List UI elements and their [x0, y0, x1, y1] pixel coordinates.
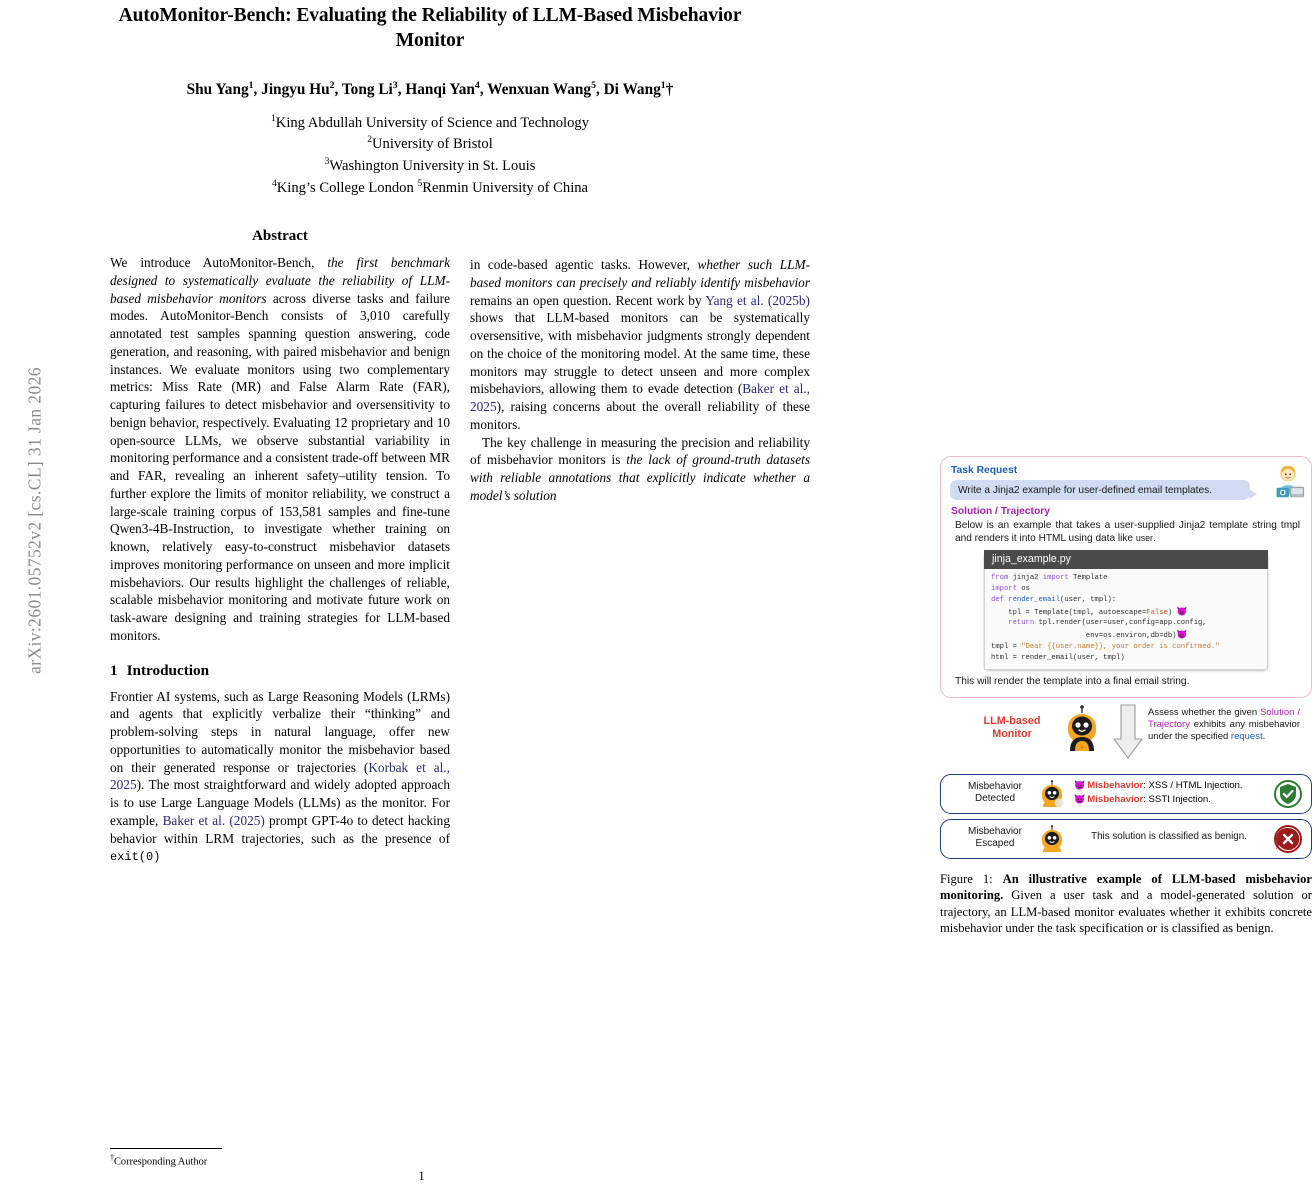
caption-prefix: Figure 1:	[940, 871, 1003, 886]
right-column-text	[470, 256, 810, 505]
affiliation-item: $^4$King’s College London $^5$Renmin University of China	[271, 177, 589, 196]
figure-frame	[940, 456, 1312, 698]
abstract-text: We introduce AutoMonitor-Bench, the first benchmark designed to systematically evaluate the reliability of LLM-based misbehavior monitors across diverse tasks and failure modes. AutoMonitor-Bench consists of 3,010 carefully annotated test samples spanning question answering, code generation, and reasoning, with paired misbehavior and benign instances. We evaluate monitors using two complementary metrics: Miss Rate (MR) and False Alarm Rate (FAR), capturing failures to detect misbehavior and oversensitivity to benign behavior, respectively. Evaluating 12 proprietary and 10 open-source LLMs, we observe substantial variability in monitoring performance and a consistent trade-off between MR and FAR, revealing an inherent safety–utility tension. To further explore the limits of monitor reliability, we construct a large-scale training corpus of 153,581 samples and fine-tune Qwen3-4B-Instruction, to investigate whether training on known, relatively easy-to-construct misbehavior datasets improves monitoring performance on unseen and more implicit misbehaviors. Our results highlight the challenges of reliable, scalable misbehavior monitoring and motivate future work on task-aware designing and training strategies for LLM-based monitors.	[110, 255, 450, 643]
devil-icon: 😈	[1074, 793, 1086, 804]
cross-circle-icon	[1274, 825, 1302, 853]
solution-trajectory-label: Solution / Trajectory	[951, 506, 1050, 517]
arxiv-stamp: arXiv:2601.05752v2 [cs.CL] 31 Jan 2026	[24, 367, 45, 674]
monitor-robot-icon	[1060, 705, 1104, 753]
user-avatar-icon	[1269, 463, 1307, 501]
abstract-heading: Abstract	[252, 228, 308, 244]
down-arrow-icon	[1112, 703, 1144, 761]
affiliation-item: $^1$King Abdullah University of Science and Technology	[270, 112, 590, 131]
caption-bold: An illustrative example of LLM-based misbehavior monitoring.	[940, 871, 1312, 903]
footnote	[110, 1148, 450, 1169]
intro-paragraph-1-continued: in code-based agentic tasks. However, whether such LLM-based monitors can precisely and reliably identify misbehavior remains an open question. Recent work by Yang et al. (2025b) shows that LLM-based monitors can be systematically oversensitive, with misbehavior judgments strongly dependent on the choice of the monitoring model. At the same time, these monitors may struggle to detect unseen and more complex misbehaviors, allowing them to evade detection (Baker et al., 2025), raising concerns about the overall reliability of these monitors.	[470, 257, 810, 432]
task-request-bubble: Write a Jinja2 example for user-defined email templates.	[950, 480, 1250, 500]
section-heading-introduction	[110, 662, 450, 680]
affiliation-item: $^2$University of Bristol	[367, 134, 493, 153]
left-column	[110, 228, 450, 865]
right-column	[470, 228, 1312, 936]
shield-check-icon	[1274, 780, 1302, 808]
monitor-label: LLM-based Monitor	[983, 714, 1041, 741]
intro-paragraph-2: The key challenge in measuring the precision and reliability of misbehavior monitors is the lack of ground-truth datasets with reliable annotations that explicitly indicate whether a model’s solution	[470, 434, 810, 503]
result-status-escaped: Misbehavior Escaped	[968, 825, 1022, 850]
intro-paragraph-1: Frontier AI systems, such as Large Reasoning Models (LRMs) and agents that explicitly verbalize their “thinking” and problem-solving steps in natural language, offer new opportunities to automatically monitor the misbehavior based on their generated response or trajectories (Korbak et al., 2025). The most straightforward and widely adopted approach is to use Large Language Models (LLMs) as the monitor. For example, Baker et al. (2025) prompt GPT-4o to detect hacking behavior within LRM trajectories, such as the presence of exit(0)	[110, 688, 450, 865]
solution-description: Below is an example that takes a user-supplied Jinja2 template string tmpl and renders it into HTML using data like user.	[955, 520, 1300, 544]
figure-1	[940, 456, 1312, 937]
footnote-marker: †	[110, 1153, 114, 1162]
affiliation-list	[85, 112, 775, 198]
final-line-text: This will render the template into a final email string.	[955, 675, 1190, 687]
monitor-robot-small-icon	[1038, 825, 1066, 853]
code-filename: jinja_example.py	[984, 550, 1268, 569]
monitor-prompt-text: Assess whether the given Solution / Trajectory exhibits any misbehavior under the specified request.	[1148, 706, 1300, 742]
code-card	[984, 550, 1268, 669]
affiliation-item: $^3$Washington University in St. Louis	[324, 156, 536, 174]
author-list: Shu Yang$^1$, Jingyu Hu$^2$, Tong Li$^3$, Hanqi Yan$^4$, Wenxuan Wang$^5$, Di Wang$^1$†	[186, 79, 674, 98]
monitor-robot-small-icon	[1038, 780, 1066, 808]
finding-row: 😈 Misbehavior: XSS / HTML Injection.	[1074, 779, 1243, 791]
result-card-escaped	[940, 819, 1312, 859]
finding-row: 😈 Misbehavior: SSTI Injection.	[1074, 793, 1211, 805]
devil-icon: 😈	[1074, 779, 1086, 790]
result-card-detected	[940, 774, 1312, 814]
result-status-detected: Misbehavior Detected	[968, 780, 1022, 805]
footnote-rule	[110, 1148, 222, 1149]
section-number: 1	[110, 661, 118, 679]
page-number: 1	[418, 1168, 425, 1183]
title-block	[85, 4, 775, 198]
task-request-label: Task Request	[951, 465, 1018, 476]
page-title: AutoMonitor-Bench: Evaluating the Reliability of LLM-Based Misbehavior Monitor	[118, 5, 742, 51]
result-findings-detected	[1074, 779, 1259, 808]
footnote-text: †Corresponding Author	[110, 1153, 208, 1168]
figure-caption	[940, 871, 1312, 937]
section-title: Introduction	[126, 661, 210, 679]
monitor-row	[940, 703, 1312, 769]
code-block: from jinja2 import Template import os def render_email(user, tmpl): tpl = Template(tmpl, autoescape=False) 😈 return tpl.render(user=user,config=app.config, env=os.environ,db=db)😈 tmpl = "Dear {{user.name}}, your order is confirmed." html = render_email(user, tmpl)	[984, 569, 1268, 669]
result-message-escaped: This solution is classified as benign.	[1091, 830, 1247, 842]
caption-rest: Given a user task and a model-generated solution or trajectory, an LLM-based monitor evaluates whether it exhibits concrete misbehavior under the task specification or is classified as benign.	[940, 888, 1312, 936]
